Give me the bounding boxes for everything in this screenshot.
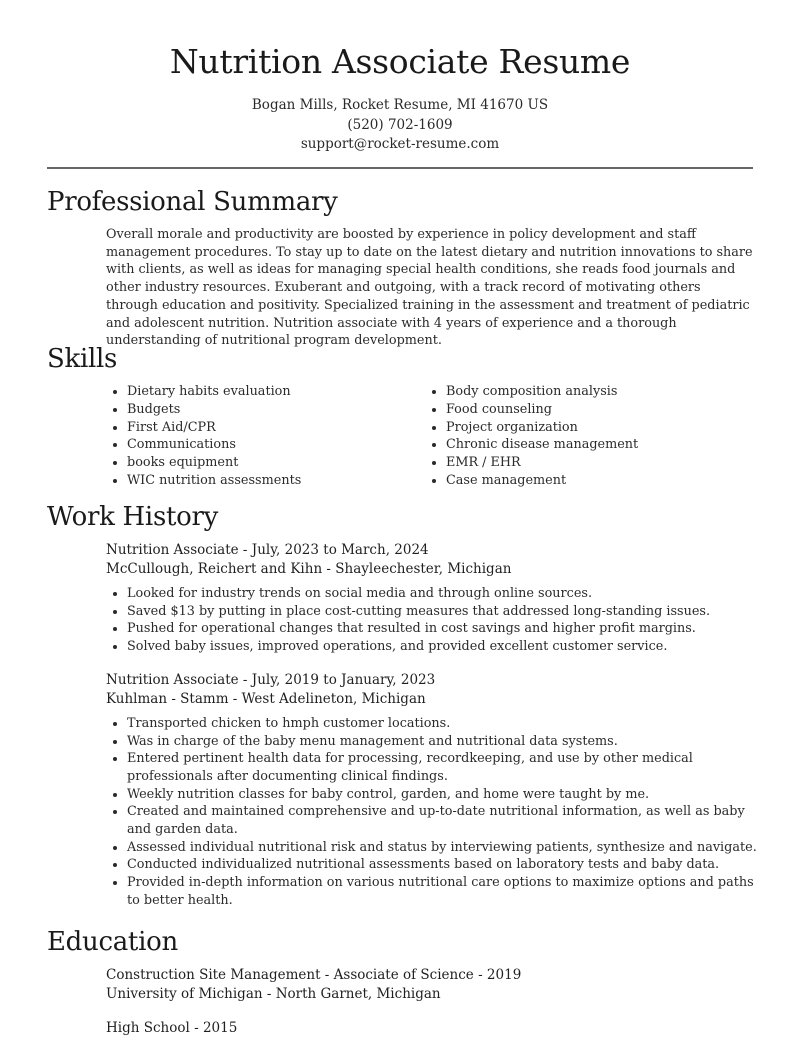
skills-section — [47, 343, 757, 490]
summary-text: Overall morale and productivity are boosted by experience in policy development and staff management procedures. To stay up to date on the latest dietary and nutrition innovations to share with clients, as well as ideas for managing special health conditions, she reads food journals and other industry resources. Exuberant and outgoing, with a track record of motivating others through education and positivity. Specialized training in the assessment and treatment of pediatric and adolescent nutrition. Nutrition associate with 4 years of experience and a thorough understanding of nutritional program development. — [106, 227, 753, 349]
job-bullet: • Saved $13 by putting in place cost-cutting measures that addressed long-standing issues. — [127, 603, 762, 621]
education-entry — [106, 1019, 757, 1038]
skill-item: • Body composition analysis — [446, 383, 638, 401]
job-entry — [106, 671, 757, 910]
skill-item: • Budgets — [127, 401, 425, 419]
skill-item: • Communications — [127, 436, 425, 454]
skill-item: • books equipment — [127, 454, 425, 472]
skill-item: • Food counseling — [446, 401, 638, 419]
address: Bogan Mills, Rocket Resume, MI 41670 US — [251, 97, 549, 113]
job-entry — [106, 541, 757, 656]
education-heading: Education — [47, 927, 178, 957]
skills-column-1 — [106, 383, 425, 490]
job-bullets — [106, 585, 762, 656]
skills-heading: Skills — [47, 344, 118, 374]
skill-item: • First Aid/CPR — [127, 419, 425, 437]
education-section — [47, 926, 757, 1038]
work-history-section — [47, 501, 757, 910]
job-company-line: Kuhlman - Stamm - West Adelineton, Michigan — [106, 690, 426, 707]
summary-section — [47, 186, 757, 350]
education-entry — [106, 966, 757, 1004]
job-bullet: • Conducted individualized nutritional assessments based on laboratory tests and baby data. — [127, 856, 762, 874]
skill-item: • EMR / EHR — [446, 454, 638, 472]
education-degree-line: Construction Site Management - Associate of Science - 2019 — [106, 967, 522, 983]
work-history-heading: Work History — [47, 502, 219, 532]
skills-grid — [106, 383, 757, 490]
job-bullet: • Transported chicken to hmph customer locations. — [127, 715, 762, 733]
job-bullets — [106, 715, 762, 910]
skill-item: • Dietary habits evaluation — [127, 383, 425, 401]
summary-heading: Professional Summary — [47, 187, 338, 217]
education-degree-line: High School - 2015 — [106, 1020, 238, 1036]
contact-info — [0, 96, 800, 155]
job-bullet: • Entered pertinent health data for processing, recordkeeping, and use by other medical professionals after documenting clinical findings. — [127, 750, 762, 785]
skills-column-2 — [425, 383, 638, 490]
job-bullet: • Was in charge of the baby menu management and nutritional data systems. — [127, 733, 762, 751]
job-bullet: • Created and maintained comprehensive and up-to-date nutritional information, as well as baby and garden data. — [127, 803, 762, 838]
job-bullet: • Looked for industry trends on social media and through online sources. — [127, 585, 762, 603]
job-bullet: • Pushed for operational changes that resulted in cost savings and higher profit margins. — [127, 620, 762, 638]
job-title-line: Nutrition Associate - July, 2019 to January, 2023 — [106, 671, 436, 688]
email: support@rocket-resume.com — [300, 136, 500, 152]
job-bullet: • Assessed individual nutritional risk and status by interviewing patients, synthesize and navigate. — [127, 839, 762, 857]
skill-item: • WIC nutrition assessments — [127, 472, 425, 490]
job-bullet: • Weekly nutrition classes for baby control, garden, and home were taught by me. — [127, 786, 762, 804]
skill-item: • Case management — [446, 472, 638, 490]
job-bullet: • Solved baby issues, improved operations, and provided excellent customer service. — [127, 638, 762, 656]
job-bullet: • Provided in-depth information on various nutritional care options to maximize options and paths to better health. — [127, 874, 762, 909]
page-title: Nutrition Associate Resume — [169, 42, 631, 81]
job-title-line: Nutrition Associate - July, 2023 to March, 2024 — [106, 542, 429, 558]
skill-item: • Chronic disease management — [446, 436, 638, 454]
education-school-line: University of Michigan - North Garnet, Michigan — [106, 986, 441, 1002]
phone: (520) 702-1609 — [347, 116, 453, 133]
skill-item: • Project organization — [446, 419, 638, 437]
job-company-line: McCullough, Reichert and Kihn - Shayleechester, Michigan — [106, 561, 512, 577]
resume-header — [0, 0, 800, 155]
header-divider — [47, 167, 753, 169]
